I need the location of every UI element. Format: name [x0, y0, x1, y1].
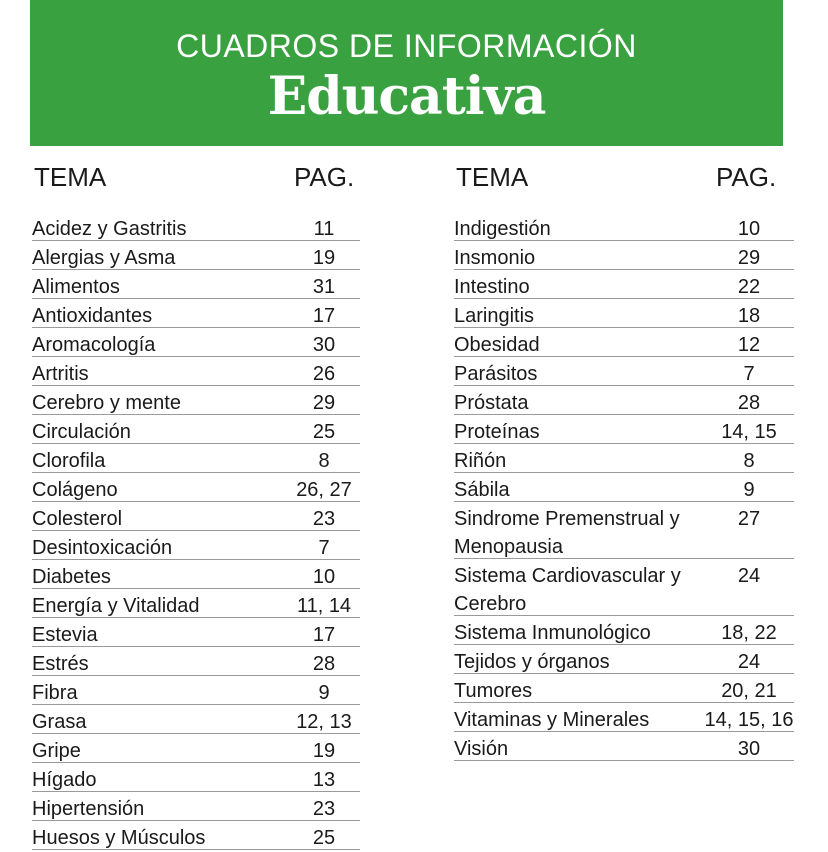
table-row: [32, 444, 360, 473]
topic-name: Alimentos: [32, 276, 120, 298]
page-number: 7: [318, 537, 330, 559]
page-number: 28: [737, 392, 761, 414]
table-row: [454, 386, 794, 415]
table-row: [32, 531, 360, 560]
table-row: [32, 270, 360, 299]
table-row: [454, 674, 794, 703]
topic-name: Laringitis: [454, 305, 535, 327]
page-number: 23: [312, 508, 336, 530]
table-row: [32, 647, 360, 676]
page-number: 27: [737, 508, 761, 530]
table-row: [454, 444, 794, 473]
page-number: 24: [737, 565, 761, 587]
table-row: [32, 473, 360, 502]
index-rows: [454, 212, 794, 761]
topic-name: Huesos y Músculos: [32, 827, 206, 849]
column-header: [454, 160, 794, 212]
table-row: [32, 212, 360, 241]
table-row: [32, 763, 360, 792]
index-column-left: [32, 160, 360, 850]
table-row: [454, 241, 794, 270]
topic-name: Acidez y Gastritis: [32, 218, 187, 240]
table-row: [32, 299, 360, 328]
page-number: 17: [312, 305, 336, 327]
page-number: 8: [743, 450, 755, 472]
table-row: [454, 502, 794, 559]
table-row: [32, 415, 360, 444]
table-row: [32, 328, 360, 357]
topic-name: Tejidos y órganos: [454, 651, 610, 673]
topic-name: Alergias y Asma: [32, 247, 176, 269]
table-row: [454, 473, 794, 502]
page-number: 25: [312, 827, 336, 849]
page-number: 13: [312, 769, 336, 791]
page-number: 20, 21: [721, 680, 777, 702]
table-row: [454, 645, 794, 674]
topic-name: Visión: [454, 738, 509, 760]
page-number: 26, 27: [296, 479, 352, 501]
topic-name: Tumores: [454, 680, 533, 702]
table-row: [32, 502, 360, 531]
index-rows: [32, 212, 360, 850]
topic-name: Clorofila: [32, 450, 106, 472]
table-row: [454, 270, 794, 299]
table-row: [32, 618, 360, 647]
page-number: 19: [312, 247, 336, 269]
page-number: 12: [737, 334, 761, 356]
topic-name: Grasa: [32, 711, 87, 733]
topic-header: TEMA: [456, 162, 529, 192]
topic-name: Estevia: [32, 624, 98, 646]
topic-name: Sindrome Premenstrual y Menopausia: [454, 508, 680, 558]
topic-name: Vitaminas y Minerales: [454, 709, 650, 731]
topic-name: Aromacología: [32, 334, 156, 356]
topic-name: Sistema Cardiovascular y Cerebro: [454, 565, 681, 615]
topic-name: Diabetes: [32, 566, 111, 588]
page-number: 11, 14: [296, 595, 352, 617]
page-number: 29: [312, 392, 336, 414]
table-row: [32, 792, 360, 821]
page-number: 11: [313, 218, 335, 240]
topic-name: Desintoxicación: [32, 537, 173, 559]
table-row: [454, 212, 794, 241]
topic-name: Fibra: [32, 682, 78, 704]
page-number: 8: [318, 450, 330, 472]
table-row: [454, 616, 794, 645]
table-row: [32, 821, 360, 850]
page-number: 14, 15, 16: [704, 709, 794, 731]
table-row: [454, 357, 794, 386]
table-row: [454, 299, 794, 328]
page-number: 30: [312, 334, 336, 356]
table-row: [454, 732, 794, 761]
topic-name: Insmonio: [454, 247, 536, 269]
topic-name: Artritis: [32, 363, 89, 385]
page-number: 18, 22: [721, 622, 777, 644]
topic-name: Proteínas: [454, 421, 540, 443]
topic-name: Riñón: [454, 450, 507, 472]
page-header: PAG.: [294, 162, 355, 192]
topic-header: TEMA: [34, 162, 107, 192]
column-header: [32, 160, 360, 212]
topic-name: Estrés: [32, 653, 89, 675]
topic-name: Energía y Vitalidad: [32, 595, 200, 617]
page-number: 14, 15: [721, 421, 777, 443]
page-number: 30: [737, 738, 761, 760]
table-row: [32, 676, 360, 705]
page-number: 25: [312, 421, 336, 443]
page-number: 31: [312, 276, 336, 298]
header-banner: [30, 0, 783, 146]
topic-name: Antioxidantes: [32, 305, 153, 327]
table-row: [32, 705, 360, 734]
topic-name: Gripe: [32, 740, 81, 762]
topic-name: Colesterol: [32, 508, 123, 530]
page-number: 10: [312, 566, 336, 588]
table-row: [32, 386, 360, 415]
topic-name: Sistema Inmunológico: [454, 622, 651, 644]
index-column-right: [454, 160, 794, 761]
table-row: [454, 415, 794, 444]
topic-name: Circulación: [32, 421, 131, 443]
page-header: PAG.: [716, 162, 777, 192]
table-row: [32, 241, 360, 270]
page-number: 29: [737, 247, 761, 269]
page-number: 10: [737, 218, 761, 240]
page-number: 22: [737, 276, 761, 298]
page-number: 9: [318, 682, 330, 704]
topic-name: Intestino: [454, 276, 530, 298]
page-number: 12, 13: [296, 711, 352, 733]
page-number: 17: [312, 624, 336, 646]
topic-name: Colágeno: [32, 479, 118, 501]
page-number: 24: [737, 651, 761, 673]
topic-name: Cerebro y mente: [32, 392, 181, 414]
topic-name: Obesidad: [454, 334, 540, 356]
page-number: 7: [743, 363, 755, 385]
page-number: 19: [312, 740, 336, 762]
table-row: [454, 703, 794, 732]
page-number: 23: [312, 798, 336, 820]
page-number: 9: [743, 479, 755, 501]
topic-name: Parásitos: [454, 363, 538, 385]
header-title: Educativa: [267, 66, 546, 127]
topic-name: Sábila: [454, 479, 510, 501]
table-row: [32, 560, 360, 589]
table-row: [32, 357, 360, 386]
table-row: [454, 328, 794, 357]
topic-name: Próstata: [454, 392, 529, 414]
page-number: 18: [737, 305, 761, 327]
header-subtitle: CUADROS DE INFORMACIÓN: [176, 28, 637, 64]
topic-name: Hígado: [32, 769, 97, 791]
page-number: 26: [312, 363, 336, 385]
table-row: [32, 589, 360, 618]
page-number: 28: [312, 653, 336, 675]
table-row: [454, 559, 794, 616]
topic-name: Hipertensión: [32, 798, 145, 820]
table-row: [32, 734, 360, 763]
topic-name: Indigestión: [454, 218, 551, 240]
